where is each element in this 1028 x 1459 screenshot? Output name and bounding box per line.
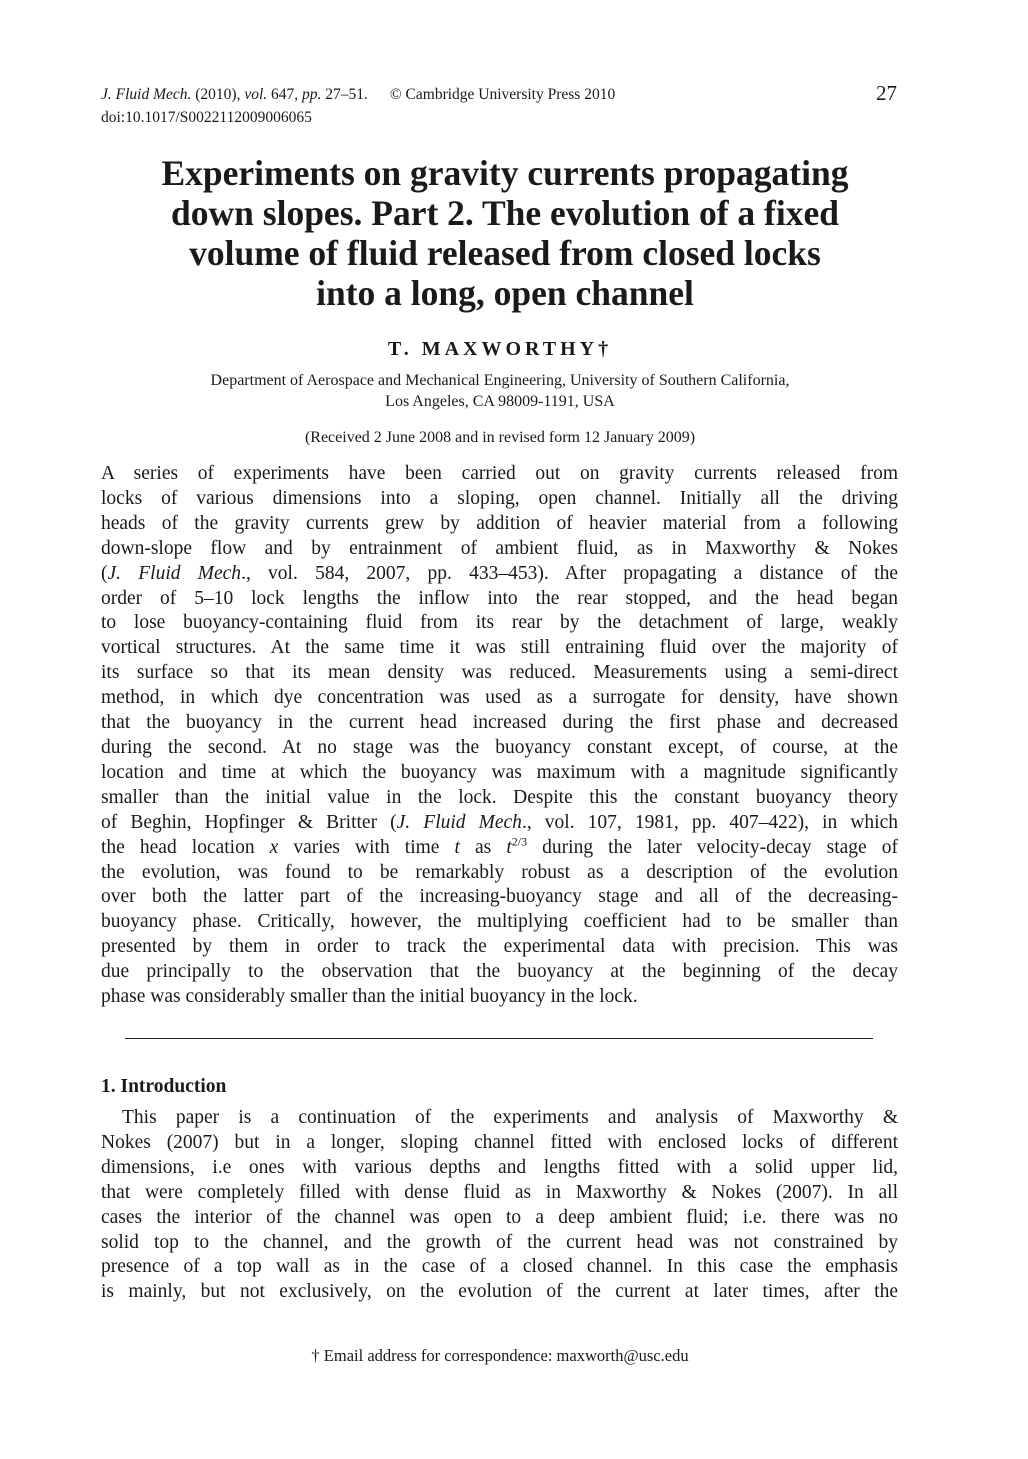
- text-run: during the later velocity-decay stage of: [527, 836, 898, 858]
- abstract-line: that the buoyancy in the current head increased during the first phase and decreased: [101, 712, 898, 734]
- abstract-line: during the second. At no stage was the buoyancy constant except, of course, at the: [101, 736, 898, 758]
- text-run: ., vol. 584, 2007, pp. 433–453). After propagating a distance of the: [241, 562, 898, 584]
- page-number: 27: [876, 81, 897, 105]
- abstract-line: the evolution, was found to be remarkably robust as a description of the evolution: [101, 861, 898, 883]
- pages-label: pp.: [302, 86, 322, 103]
- abstract-line: over both the latter part of the increasing-buoyancy stage and all of the decreasing-: [101, 886, 898, 908]
- abstract-line: heads of the gravity currents grew by addition of heavier material from a following: [101, 512, 898, 534]
- intro-line: This paper is a continuation of the experiments and analysis of Maxworthy &: [122, 1107, 898, 1128]
- abstract-line: presented by them in order to track the experimental data with precision. This was: [101, 936, 898, 958]
- abstract-line: [101, 562, 898, 587]
- journal-italic: J. Fluid Mech: [396, 811, 522, 833]
- received-dates: (Received 2 June 2008 and in revised form 12 January 2009): [304, 429, 696, 446]
- section-divider: [125, 1038, 873, 1039]
- doi: doi:10.1017/S0022112009006065: [101, 109, 312, 126]
- abstract-line: method, in which dye concentration was used as a surrogate for density, have shown: [101, 687, 898, 709]
- intro-line: presence of a top wall as in the case of a closed channel. In this case the emphasis: [101, 1256, 898, 1278]
- journal-citation: [101, 85, 721, 104]
- intro-line: dimensions, i.e ones with various depths and lengths fitted with a solid upper lid,: [101, 1156, 898, 1178]
- text-run: the head location: [101, 836, 270, 858]
- abstract-line: its surface so that its mean density was reduced. Measurements using a semi-direct: [101, 662, 898, 684]
- affiliation: [100, 370, 900, 412]
- abstract-line: due principally to the observation that the buoyancy at the beginning of the decay: [101, 961, 898, 983]
- text-run: varies with time: [278, 836, 455, 858]
- math-exponent: 2/3: [511, 834, 528, 849]
- paper-title: [110, 153, 900, 313]
- intro-line: cases the interior of the channel was open to a deep ambient fluid; i.e. there was no: [101, 1206, 898, 1228]
- volume-label: vol.: [244, 86, 268, 103]
- text-run: as: [459, 836, 507, 858]
- author-name: T. MAXWORTHY†: [387, 338, 613, 360]
- math-variable-t: t: [454, 836, 460, 858]
- abstract-line: phase was considerably smaller than the initial buoyancy in the lock.: [101, 986, 638, 1008]
- abstract-line: [101, 836, 898, 861]
- title-line: Experiments on gravity currents propagating: [161, 153, 849, 193]
- math-variable-x: x: [269, 836, 279, 858]
- section-heading: 1. Introduction: [101, 1076, 227, 1097]
- abstract-line: vortical structures. At the same time it was still entraining fluid over the majority of: [101, 637, 898, 659]
- abstract-line: to lose buoyancy-containing fluid from its rear by the detachment of large, weakly: [101, 612, 898, 634]
- abstract-line: locks of various dimensions into a sloping, open channel. Initially all the driving: [101, 487, 898, 509]
- abstract-line: [101, 811, 898, 836]
- abstract-line: down-slope flow and by entrainment of ambient fluid, as in Maxworthy & Nokes: [101, 537, 898, 559]
- abstract-line: smaller than the initial value in the lock. Despite this the constant buoyancy theory: [101, 786, 898, 808]
- title-line: into a long, open channel: [316, 273, 694, 313]
- journal-name: J. Fluid Mech.: [101, 86, 192, 103]
- affiliation-line: Department of Aerospace and Mechanical Engineering, University of Southern California,: [210, 372, 790, 389]
- copyright-notice: © Cambridge University Press 2010: [389, 86, 616, 103]
- abstract-line: order of 5–10 lock lengths the inflow into the rear stopped, and the head began: [101, 587, 898, 609]
- abstract-line: location and time at which the buoyancy was maximum with a magnitude significantly: [101, 761, 898, 783]
- pages-value: 27–51.: [321, 86, 368, 103]
- footnote: † Email address for correspondence: maxworth@usc.edu: [311, 1346, 689, 1365]
- abstract-line: buoyancy phase. Critically, however, the multiplying coefficient had to be smaller than: [101, 911, 898, 933]
- journal-year: (2010),: [191, 86, 245, 103]
- intro-line: that were completely filled with dense fluid as in Maxworthy & Nokes (2007). In all: [101, 1181, 898, 1203]
- text-run: ., vol. 107, 1981, pp. 407–422), in which: [521, 811, 898, 833]
- intro-line: solid top to the channel, and the growth of the current head was not constrained by: [101, 1231, 898, 1253]
- abstract-line: A series of experiments have been carried out on gravity currents released from: [101, 463, 898, 484]
- math-variable-t: t: [506, 836, 512, 858]
- abstract: [101, 462, 898, 1010]
- volume-value: 647,: [267, 86, 303, 103]
- title-line: down slopes. Part 2. The evolution of a fixed: [171, 193, 839, 233]
- introduction-paragraph: [101, 1106, 898, 1305]
- title-line: volume of fluid released from closed locks: [189, 233, 821, 273]
- intro-line: Nokes (2007) but in a longer, sloping channel fitted with enclosed locks of different: [101, 1131, 898, 1153]
- affiliation-line: Los Angeles, CA 98009-1191, USA: [385, 393, 615, 410]
- journal-italic: J. Fluid Mech: [107, 562, 242, 584]
- intro-line: is mainly, but not exclusively, on the evolution of the current at later times, after the: [101, 1281, 898, 1303]
- text-run: (: [101, 562, 108, 584]
- text-run: of Beghin, Hopfinger & Britter (: [101, 811, 397, 833]
